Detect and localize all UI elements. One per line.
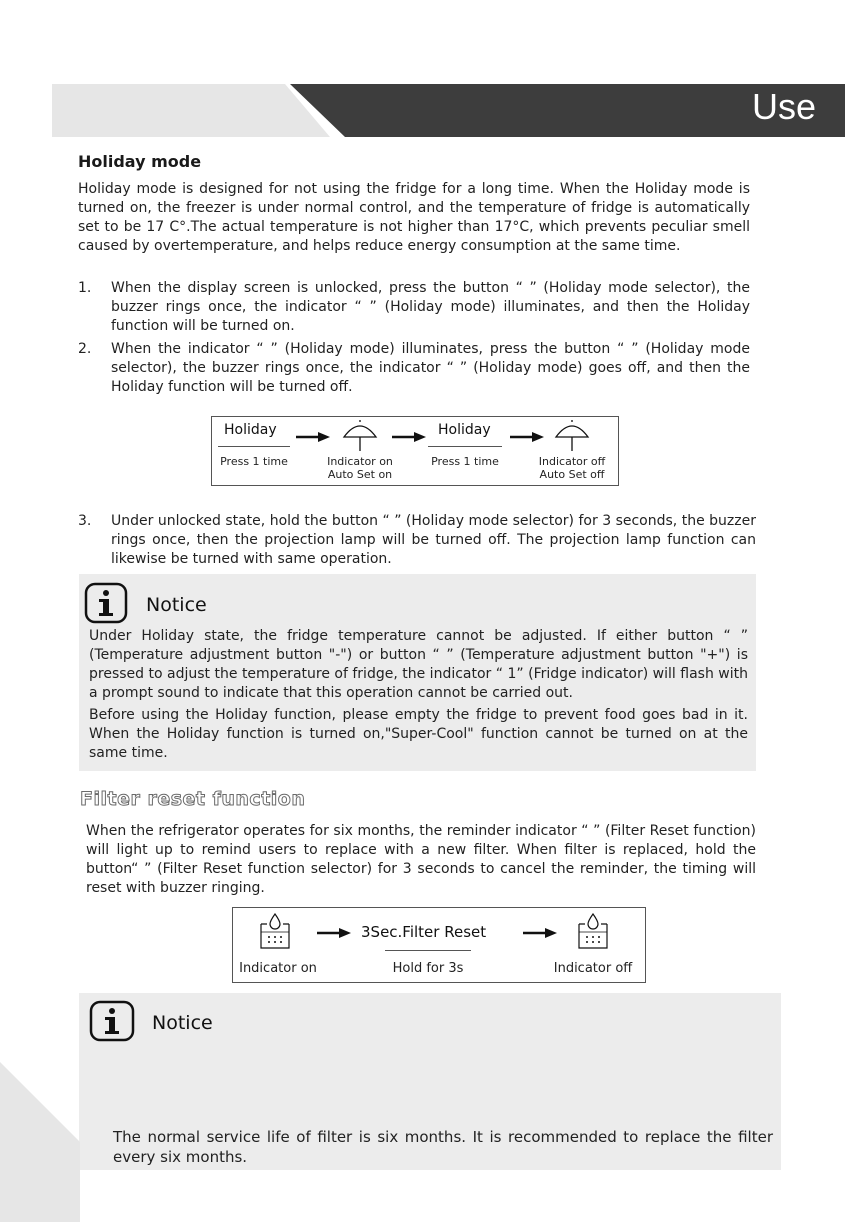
filter-diagram [232, 907, 646, 983]
umbrella-icon [342, 417, 378, 453]
auto-set-off-line2: Auto Set off [539, 468, 605, 481]
umbrella-icon [554, 417, 590, 453]
corner-decoration [0, 1062, 80, 1222]
holiday-diagram [211, 416, 619, 486]
header-banner [0, 0, 845, 140]
holiday-intro: Holiday mode is designed for not using the fridge for a long time. When the Holiday mode is turned on, the freezer is under normal control, and the temperature of fridge is automatically set to be 17 C°.The actual temperature is not higher than 17°C, which prevents peculiar smell caused by overtemperature, and helps reduce energy consumption at the same time. [78, 181, 750, 254]
indicator-off-line1: Indicator off [538, 455, 606, 468]
indicator-on-line1: Indicator on [327, 455, 393, 468]
arrow-right-icon [392, 431, 426, 443]
holiday-title: Holiday mode [78, 152, 202, 171]
hold-label: Hold for 3s [392, 961, 464, 976]
auto-set-on-line2: Auto Set on [327, 468, 393, 481]
banner-light-tab [52, 84, 330, 137]
step-text: When the indicator “ ” (Holiday mode) illuminates, press the button “ ” (Holiday mode selector), the buzzer rings once, the indicator “ ” (Holiday mode) goes off, and then the Holiday function will be turned off. [111, 341, 750, 395]
indicator-on-label [316, 455, 404, 481]
notice-paragraph-1: Under Holiday state, the fridge temperature cannot be adjusted. If either button “ ” (Temperature adjustment button "-") or button “ ” (Temperature adjustment button "+") is pressed to adjust the temperature of fridge, the indicator “ 1” (Fridge indicator) will flash with a prompt sound to indicate that this operation cannot be carried out. [89, 628, 748, 701]
step-text: Under unlocked state, hold the button “ ” (Holiday mode selector) for 3 seconds, the buzzer rings once, then the projection lamp will be turned off. The projection lamp function can likewise be turned with same operation. [111, 513, 756, 567]
step-number: 1. [78, 280, 92, 296]
info-icon [84, 582, 128, 624]
filter-indicator-icon [259, 912, 291, 950]
notice-title: Notice [146, 594, 207, 616]
filter-title: Filter reset function [80, 788, 306, 810]
press-label-a: Press 1 time [220, 455, 288, 468]
filter-reset-label: 3Sec.Filter Reset [361, 923, 487, 941]
holiday-label-a: Holiday [224, 422, 277, 438]
arrow-right-icon [296, 431, 330, 443]
arrow-right-icon [510, 431, 544, 443]
underline [428, 446, 502, 447]
notice-paragraph-2: Before using the Holiday function, please empty the fridge to prevent food goes bad in it. When the Holiday function is turned on,"Super-Cool" function cannot be turned on at the same time. [89, 707, 748, 761]
press-label-b: Press 1 time [431, 455, 499, 468]
filter-text: When the refrigerator operates for six months, the reminder indicator “ ” (Filter Reset function) will light up to remind users to replace with a new filter. When filter is replaced, hold the button“ ” (Filter Reset function selector) for 3 seconds to cancel the reminder, the timing will reset with buzzer ringing. [86, 823, 756, 896]
arrow-right-icon [523, 927, 557, 939]
notice-filter-text: The normal service life of filter is six months. It is recommended to replace the filter every six months. [113, 1128, 773, 1166]
indicator-off-label [526, 455, 618, 481]
underline [218, 446, 290, 447]
notice-title: Notice [152, 1012, 213, 1034]
filter-indicator-off-label: Indicator off [553, 961, 633, 976]
arrow-right-icon [317, 927, 351, 939]
step-text: When the display screen is unlocked, press the button “ ” (Holiday mode selector), the buzzer rings once, the indicator “ ” (Holiday mode) illuminates, and then the Holiday function will be turned on. [111, 280, 750, 334]
underline [385, 950, 471, 951]
filter-indicator-on-label: Indicator on [239, 961, 317, 976]
step-number: 2. [78, 341, 92, 357]
info-icon [89, 1000, 135, 1042]
filter-indicator-icon [577, 912, 609, 950]
step-number: 3. [78, 513, 92, 529]
holiday-step-3 [78, 512, 756, 569]
holiday-step-1 [78, 279, 750, 336]
holiday-step-2 [78, 340, 750, 397]
holiday-label-b: Holiday [438, 422, 491, 438]
section-label: Use [752, 86, 817, 127]
